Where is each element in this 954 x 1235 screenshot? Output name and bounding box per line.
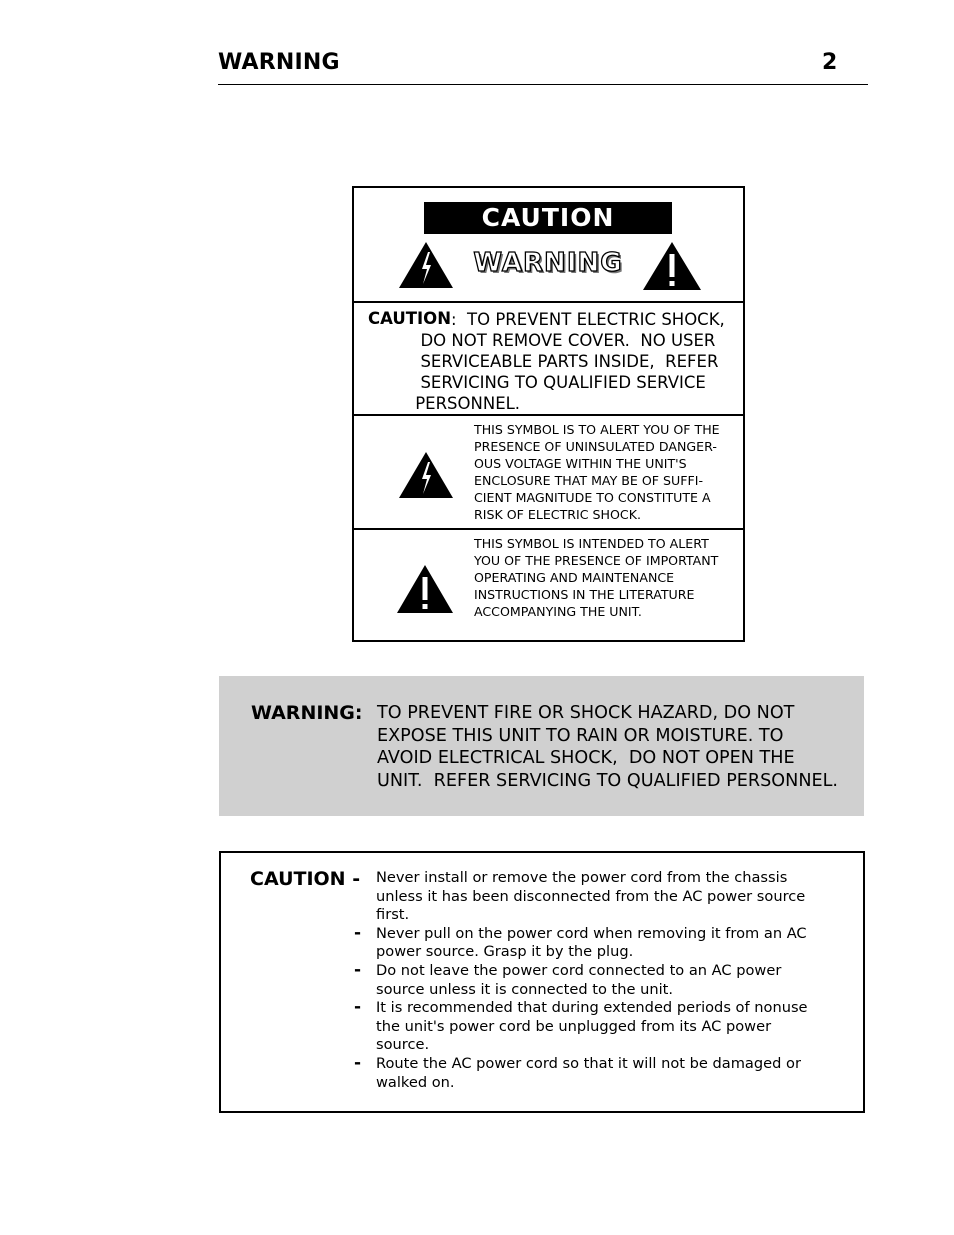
list-item bbox=[221, 1052, 863, 1092]
caution-statement-text: : TO PREVENT ELECTRIC SHOCK, DO NOT REMOVE COVER. NO USER SERVICEABLE PARTS INSIDE, REFER SERVICING TO QUALIFIED SERVICE PERSONNEL. bbox=[415, 310, 725, 413]
list-dash: - bbox=[354, 922, 362, 943]
list-dash: - bbox=[354, 959, 362, 980]
caution-banner: CAUTION bbox=[424, 202, 672, 234]
exclamation-triangle-icon bbox=[641, 240, 703, 292]
power-cord-caution bbox=[219, 851, 865, 1113]
caution-key-label: CAUTION bbox=[368, 309, 451, 328]
list-item-text: Never pull on the power cord when removing it from an AC power source. Grasp it by the plug. bbox=[376, 924, 807, 961]
caution-list bbox=[221, 869, 863, 1092]
caution-label bbox=[352, 186, 745, 642]
list-item-text: It is recommended that during extended periods of nonuse the unit's power cord be unplugged from its AC power source. bbox=[376, 999, 808, 1054]
list-item-text: Never install or remove the power cord from the chassis unless it has been disconnected from the AC power source first. bbox=[376, 869, 806, 924]
caution-label-header bbox=[354, 188, 743, 303]
bolt-symbol-text: THIS SYMBOL IS TO ALERT YOU OF THE PRESENCE OF UNINSULATED DANGER- OUS VOLTAGE WITHIN THE UNIT'S ENCLOSURE THAT MAY BE OF SUFFI- CIENT MAGNITUDE TO CONSTITUTE A RISK OF ELECTRIC SHOCK. bbox=[474, 422, 720, 522]
list-item bbox=[221, 922, 863, 962]
warning-text: TO PREVENT FIRE OR SHOCK HAZARD, DO NOT EXPOSE THIS UNIT TO RAIN OR MOISTURE. TO AVOID ELECTRICAL SHOCK, DO NOT OPEN THE UNIT. REFER SERVICING TO QUALIFIED PERSONNEL. bbox=[377, 703, 838, 791]
caution-label: CAUTION - bbox=[250, 868, 361, 890]
list-item-text: Route the AC power cord so that it will not be damaged or walked on. bbox=[376, 1054, 801, 1091]
lightning-bolt-triangle-icon bbox=[397, 450, 455, 500]
exclamation-triangle-icon bbox=[395, 563, 455, 615]
exclamation-symbol-explanation bbox=[354, 530, 743, 640]
lightning-bolt-triangle-icon bbox=[397, 240, 455, 290]
list-item bbox=[221, 999, 863, 1055]
list-item bbox=[221, 959, 863, 999]
page-header-title: WARNING bbox=[218, 50, 340, 75]
page-number: 2 bbox=[822, 50, 838, 75]
list-dash: - bbox=[354, 1052, 362, 1073]
header-divider bbox=[218, 84, 868, 85]
caution-statement bbox=[354, 303, 743, 416]
exclamation-symbol-text: THIS SYMBOL IS INTENDED TO ALERT YOU OF THE PRESENCE OF IMPORTANT OPERATING AND MAINTENANCE INSTRUCTIONS IN THE LITERATURE ACCOMPANYING THE UNIT. bbox=[474, 536, 719, 619]
warning-word: WARNING bbox=[473, 248, 623, 278]
warning-label: WARNING: bbox=[251, 702, 363, 724]
list-item bbox=[221, 869, 863, 925]
bolt-symbol-explanation bbox=[354, 416, 743, 530]
list-dash: - bbox=[354, 997, 362, 1018]
fire-shock-warning bbox=[219, 676, 864, 816]
list-item-text: Do not leave the power cord connected to an AC power source unless it is connected to the unit. bbox=[376, 961, 782, 998]
